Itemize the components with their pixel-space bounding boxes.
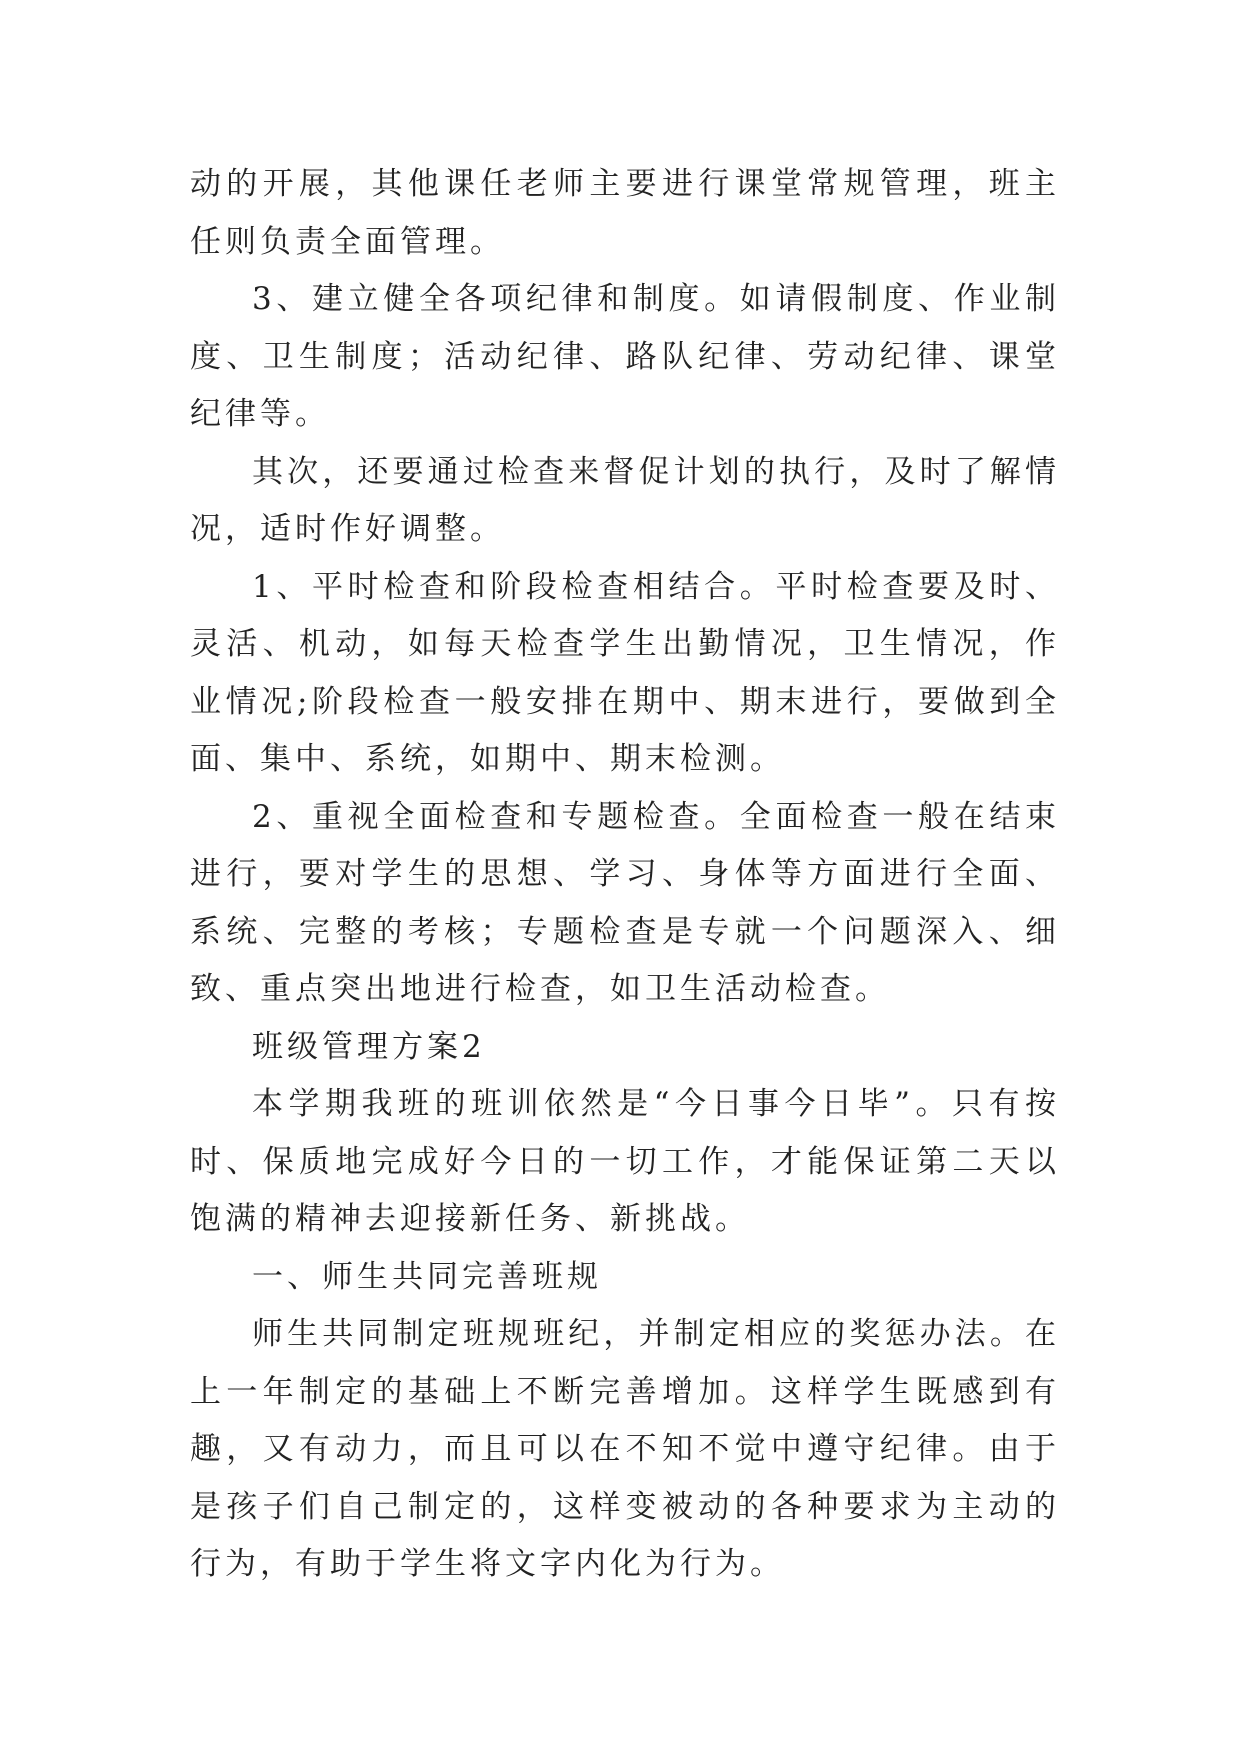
paragraph-class-motto: 本学期我班的班训依然是“今日事今日毕”。只有按时、保质地完成好今日的一切工作，才能保证第二天以饱满的精神去迎接新任务、新挑战。 [190, 1086, 1060, 1237]
subsection-heading: 一、师生共同完善班规 [252, 1258, 602, 1295]
paragraph-inspection-1: 1、平时检查和阶段检查相结合。平时检查要及时、灵活、机动，如每天检查学生出勤情况，卫生情况，作业情况;阶段检查一般安排在期中、期末进行，要做到全面、集中、系统，如期中、期末检测。 [190, 568, 1060, 777]
paragraph-rules: 3、建立健全各项纪律和制度。如请假制度、作业制度、卫生制度；活动纪律、路队纪律、劳动纪律、课堂纪律等。 [190, 281, 1060, 432]
paragraph-continued: 动的开展，其他课任老师主要进行课堂常规管理，班主任则负责全面管理。 [190, 166, 1060, 260]
paragraph-inspection-intro: 其次，还要通过检查来督促计划的执行，及时了解情况，适时作好调整。 [190, 453, 1060, 547]
paragraph-inspection-2: 2、重视全面检查和专题检查。全面检查一般在结束进行，要对学生的思想、学习、身体等方面进行全面、系统、完整的考核；专题检查是专就一个问题深入、细致、重点突出地进行检查，如卫生活动检查。 [190, 798, 1060, 1007]
section-heading: 班级管理方案2 [252, 1028, 486, 1065]
document-body [190, 156, 1060, 1594]
paragraph-class-rules: 师生共同制定班规班纪，并制定相应的奖惩办法。在上一年制定的基础上不断完善增加。这样学生既感到有趣，又有动力，而且可以在不知不觉中遵守纪律。由于是孩子们自己制定的，这样变被动的各种要求为主动的行为，有助于学生将文字内化为行为。 [190, 1316, 1060, 1582]
